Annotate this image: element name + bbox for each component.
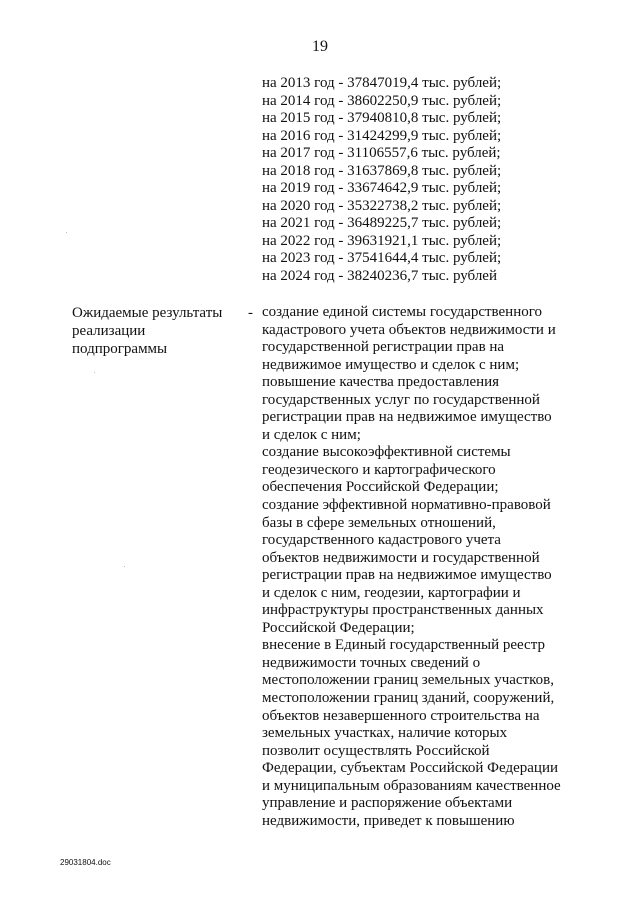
result-line: создание эффективной нормативно-правовой — [262, 497, 551, 514]
funding-line: на 2023 год - 37541644,4 тыс. рублей; — [262, 250, 502, 266]
funding-list — [262, 75, 501, 285]
result-line: регистрации прав на недвижимое имущество — [262, 567, 552, 584]
funding-line: на 2013 год - 37847019,4 тыс. рублей; — [262, 75, 502, 91]
result-line: объектов недвижимости и государственной — [262, 549, 540, 566]
section-label-line: реализации — [72, 323, 146, 339]
result-line: позволит осуществлять Российской — [262, 742, 490, 759]
result-line: Российской Федерации; — [262, 619, 415, 636]
scan-speck — [124, 566, 125, 567]
result-line: недвижимости точных сведений о — [262, 654, 481, 671]
section-label-line: Ожидаемые результаты — [72, 305, 223, 321]
result-line: обеспечения Российской Федерации; — [262, 479, 499, 496]
funding-line: на 2024 год - 38240236,7 тыс. рублей — [262, 267, 497, 284]
result-line: инфраструктуры пространственных данных — [262, 602, 544, 619]
result-line: базы в сфере земельных отношений, — [262, 514, 496, 531]
section-label-line: подпрограммы — [72, 341, 168, 357]
funding-line: на 2018 год - 31637869,8 тыс. рублей; — [262, 162, 502, 179]
funding-line: на 2017 год - 31106557,6 тыс. рублей; — [262, 145, 501, 161]
result-line: и сделок с ним; — [262, 426, 361, 443]
result-line: земельных участках, наличие которых — [262, 725, 508, 742]
result-line: государственной регистрации прав на — [262, 339, 505, 356]
funding-line: на 2015 год - 37940810,8 тыс. рублей; — [262, 110, 502, 126]
result-line: Федерации, субъектам Российской Федерации — [262, 760, 559, 777]
result-line: создание высокоэффективной системы — [262, 444, 511, 461]
result-line: недвижимости, приведет к повышению — [262, 812, 515, 829]
result-line: геодезического и картографического — [262, 461, 496, 478]
funding-line: на 2019 год - 33674642,9 тыс. рублей; — [262, 180, 502, 196]
result-line: местоположении границ зданий, сооружений, — [262, 690, 555, 707]
funding-line: на 2020 год - 35322738,2 тыс. рублей; — [262, 197, 502, 214]
result-line: государственного кадастрового учета — [262, 532, 501, 549]
result-line: государственных услуг по государственной — [262, 391, 540, 408]
expected-results-text — [262, 304, 561, 830]
result-line: местоположении границ земельных участков, — [262, 672, 554, 689]
result-line: создание единой системы государственного — [262, 304, 543, 320]
section-label — [72, 304, 242, 358]
result-line: повышение качества предоставления — [262, 374, 500, 391]
result-line: регистрации прав на недвижимое имущество — [262, 409, 552, 426]
result-line: и муниципальным образованиям качественное — [262, 777, 561, 794]
item-dash: - — [248, 305, 253, 321]
result-line: управление и распоряжение объектами — [262, 795, 513, 812]
funding-line: на 2014 год - 38602250,9 тыс. рублей; — [262, 92, 502, 109]
scan-speck — [66, 232, 67, 233]
result-line: и сделок с ним, геодезии, картографии и — [262, 584, 521, 601]
result-line: объектов незавершенного строительства на — [262, 707, 540, 724]
funding-line: на 2016 год - 31424299,9 тыс. рублей; — [262, 127, 502, 144]
page-number: 19 — [312, 38, 328, 55]
funding-line: на 2022 год - 39631921,1 тыс. рублей; — [262, 232, 502, 249]
result-line: внесение в Единый государственный реестр — [262, 637, 545, 654]
result-line: недвижимое имущество и сделок с ним; — [262, 356, 520, 373]
scan-speck — [94, 372, 95, 373]
result-line: кадастрового учета объектов недвижимости и — [262, 321, 556, 338]
footer-document-name: 29031804.doc — [60, 858, 111, 867]
funding-line: на 2021 год - 36489225,7 тыс. рублей; — [262, 215, 502, 231]
